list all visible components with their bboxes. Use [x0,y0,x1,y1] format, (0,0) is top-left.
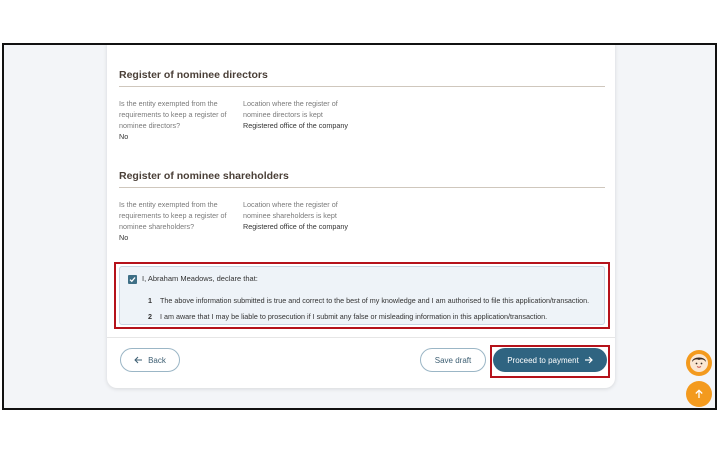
arrow-up-icon [694,389,704,399]
section-divider [119,187,605,188]
exemption-question-label [119,199,226,232]
exemption-answer: No [119,233,129,242]
assistant-avatar-button[interactable] [686,350,712,376]
proceed-label: Proceed to payment [507,355,579,365]
declaration-item-number: 1 [148,296,152,305]
footer-divider [107,337,615,338]
declaration-item-number: 2 [148,312,152,321]
back-button[interactable] [120,348,180,372]
location-label [243,98,338,120]
proceed-highlight [490,345,610,378]
arrow-left-icon [134,356,143,364]
scroll-to-top-button[interactable] [686,381,712,407]
form-card [107,43,615,388]
section-divider [119,86,605,87]
location-label-line: Location where the register of [243,99,338,108]
exemption-answer: No [119,132,129,141]
page-viewport [2,43,717,410]
location-label-line: nominee directors is kept [243,110,323,119]
question-line: Is the entity exempted from the [119,200,218,209]
save-draft-label: Save draft [434,355,472,365]
question-line: requirements to keep a register of [119,211,227,220]
question-line: requirements to keep a register of [119,110,227,119]
exemption-question-label [119,98,226,131]
back-button-label: Back [148,355,166,365]
location-value: Registered office of the company [243,222,348,231]
question-line: nominee directors? [119,121,181,130]
declaration-item-text: I am aware that I may be liable to prosecution if I submit any false or misleading information in this application/transaction. [160,312,548,321]
location-label-line: nominee shareholders is kept [243,211,337,220]
declaration-highlight [114,262,610,329]
assistant-avatar-icon [689,353,709,373]
section-title-nominee-directors: Register of nominee directors [119,69,268,81]
location-value: Registered office of the company [243,121,348,130]
save-draft-button[interactable] [420,348,486,372]
location-label [243,199,338,221]
location-label-line: Location where the register of [243,200,338,209]
declaration-item-text: The above information submitted is true and correct to the best of my knowledge and I am authorised to file this application/transaction. [160,296,590,305]
section-title-nominee-shareholders: Register of nominee shareholders [119,170,289,182]
question-line: nominee shareholders? [119,222,195,231]
declaration-intro: I, Abraham Meadows, declare that: [142,274,258,283]
question-line: Is the entity exempted from the [119,99,218,108]
